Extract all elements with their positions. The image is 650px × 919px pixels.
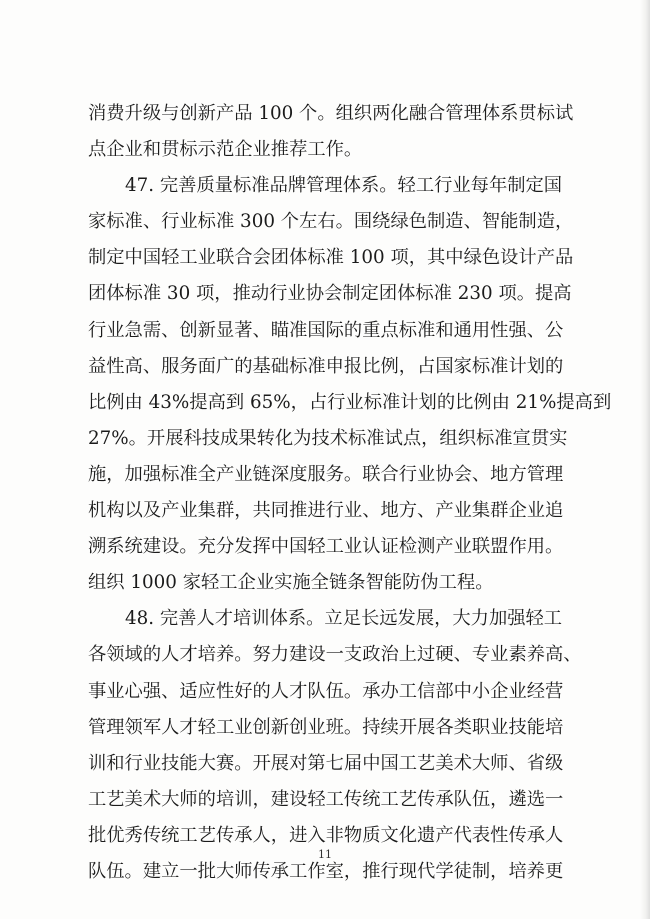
text-line: 队伍。建立一批大师传承工作室，推行现代学徒制，培养更 [88, 860, 564, 882]
text-line: 溯系统建设。充分发挥中国轻工业认证检测产业联盟作用。 [88, 536, 564, 558]
text-line: 训和行业技能大赛。开展对第七届中国工艺美术大师、省级 [88, 752, 564, 774]
scan-shadow-edge [640, 0, 650, 919]
text-line: 家标准、行业标准 300 个左右。围绕绿色制造、智能制造， [88, 211, 574, 233]
text-line: 组织 1000 家轻工企业实施全链条智能防伪工程。 [88, 572, 494, 594]
page-number: 11 [318, 848, 332, 861]
text-line: 比例由 43%提高到 65%，占行业标准计划的比例由 21%提高到 [88, 391, 612, 413]
text-line: 事业心强、适应性好的人才队伍。承办工信部中小企业经营 [88, 680, 564, 702]
text-line: 各领域的人才培养。努力建设一支政治上过硬、专业素养高、 [88, 644, 582, 666]
text-line: 机构以及产业集群，共同推进行业、地方、产业集群企业追 [88, 500, 564, 522]
text-line: 点企业和贯标示范企业推荐工作。 [88, 139, 363, 161]
text-line: 27%。开展科技成果转化为技术标准试点，组织标准宣贯实 [88, 427, 568, 449]
text-line: 施，加强标准全产业链深度服务。联合行业协会、地方管理 [88, 463, 564, 485]
text-line: 批优秀传统工艺传承人，进入非物质文化遗产代表性传承人 [88, 824, 564, 846]
body-text [88, 96, 612, 890]
text-line: 团体标准 30 项，推动行业协会制定团体标准 230 项。提高 [88, 283, 572, 305]
text-line: 工艺美术大师的培训，建设轻工传统工艺传承队伍，遴选一 [88, 788, 564, 810]
text-line: 益性高、服务面广的基础标准申报比例，占国家标准计划的 [88, 355, 564, 377]
text-line: 消费升级与创新产品 100 个。组织两化融合管理体系贯标试 [88, 103, 574, 124]
paragraph-first-line: 48. 完善人才培训体系。立足长远发展，大力加强轻工 [125, 608, 563, 630]
text-line: 行业急需、创新显著、瞄准国际的重点标准和通用性强、公 [88, 319, 564, 341]
paragraph-first-line: 47. 完善质量标准品牌管理体系。轻工行业每年制定国 [125, 175, 563, 197]
text-line: 管理领军人才轻工业创新创业班。持续开展各类职业技能培 [88, 716, 564, 738]
text-line: 制定中国轻工业联合会团体标准 100 项，其中绿色设计产品 [88, 247, 574, 269]
